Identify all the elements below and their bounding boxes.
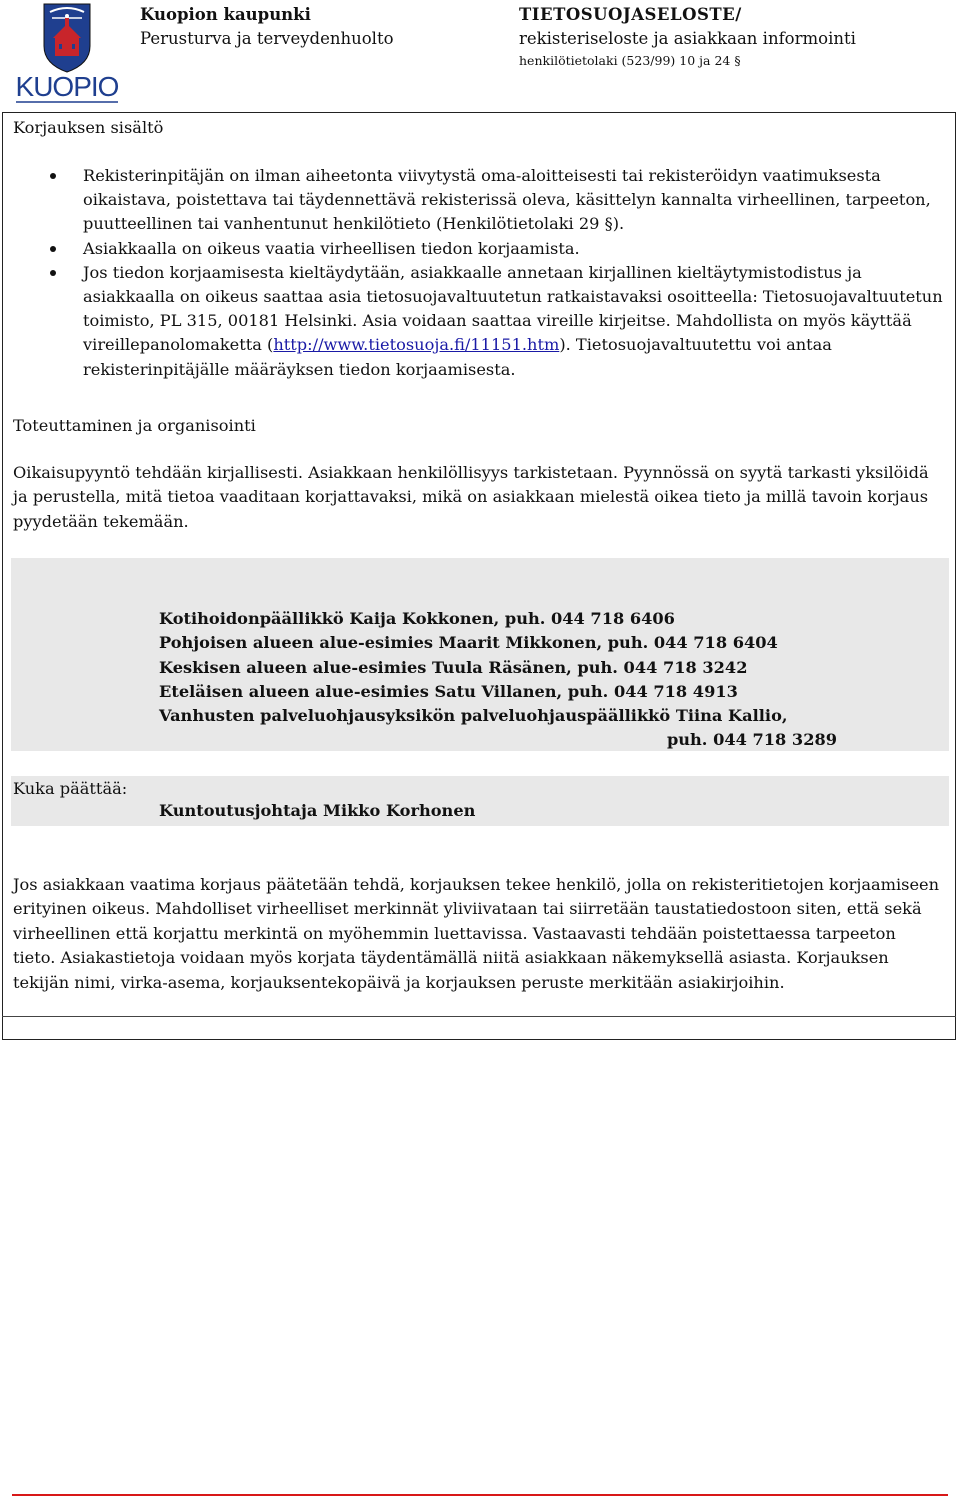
organization-block bbox=[140, 4, 394, 52]
final-paragraph: Jos asiakkaan vaatima korjaus päätetään tehdä, korjauksen tekee henkilö, jolla on rekisteritietojen korjaamiseen erityinen oikeus. Mahdolliset virheelliset merkinnät yliviivataan tai siirretään taustatiedostoon siten, että sekä virheellinen että korjattu merkintä on myöhemmin luettavissa. Vastaavasti tehdään poistettaessa tarpeeton tieto. Asiakastietoja voidaan myös korjata täydentämällä niitä asiakkaan näkemyksellä asiasta. Korjauksen tekijän nimi, virka-asema, korjauksentekopäivä ja korjauksen peruste merkitään asiakirjoihin. bbox=[13, 875, 940, 992]
doc-title: TIETOSUOJASELOSTE/ bbox=[519, 5, 742, 24]
kuopio-coat-of-arms-logo bbox=[12, 2, 122, 106]
list-item bbox=[50, 164, 945, 237]
department-name: Perusturva ja terveydenhuolto bbox=[140, 29, 394, 48]
contact-line: Kotihoidonpäällikkö Kaija Kokkonen, puh. 044 718 6406 bbox=[159, 609, 675, 628]
bullet-text-1: Rekisterinpitäjän on ilman aiheetonta viivytystä oma-aloitteisesti tai rekisteröidyn vaatimuksesta oikaistava, poistettava tai täydennettävä rekisterissä oleva, käsittelyn kannalta virheellinen, tarpeeton, puutteellinen tai vanhentunut henkilötieto (Henkilötietolaki 29 §). bbox=[83, 166, 931, 234]
frame-divider bbox=[2, 1016, 956, 1017]
correction-bullet-list bbox=[50, 164, 945, 382]
contact-line: Keskisen alueen alue-esimies Tuula Räsänen, puh. 044 718 3242 bbox=[159, 657, 748, 677]
document-title-block bbox=[519, 4, 856, 70]
org-name: Kuopion kaupunki bbox=[140, 5, 311, 24]
implementation-paragraph: Oikaisupyyntö tehdään kirjallisesti. Asiakkaan henkilöllisyys tarkistetaan. Pyynnössä on syytä tarkasti yksilöidä ja perustella, mitä tietoa vaaditaan korjattavaksi, mikä on asiakkaan mielestä oikea tieto ja millä tavoin korjaus pyydetään tekemään. bbox=[13, 463, 929, 531]
contact-line: Pohjoisen alueen alue-esimies Maarit Mikkonen, puh. 044 718 6404 bbox=[159, 633, 778, 653]
contact-list bbox=[159, 607, 839, 753]
decider-box bbox=[11, 776, 949, 826]
section-label-implementation: Toteuttaminen ja organisointi bbox=[13, 416, 256, 435]
list-item bbox=[50, 261, 945, 382]
footer-red-line bbox=[12, 1494, 948, 1496]
tietosuoja-link[interactable]: http://www.tietosuoja.fi/11151.htm bbox=[273, 335, 560, 355]
doc-subtitle: rekisteriseloste ja asiakkaan informointi bbox=[519, 29, 856, 48]
page-header bbox=[0, 0, 960, 112]
contact-line: Vanhusten palveluohjausyksikön palveluohjauspäällikkö Tiina Kallio, bbox=[159, 706, 788, 726]
logo-wordmark: KUOPIO bbox=[15, 71, 119, 102]
section-label-correction-content: Korjauksen sisältö bbox=[13, 118, 164, 137]
bullet-text-3a: Jos tiedon korjaamisesta kieltäydytään, asiakkaalle annetaan kirjallinen kieltäytymistodistus ja asiakkaalla on oikeus saattaa asia tietosuojavaltuutetun ratkaistavaksi osoitteella: Tietosuojavaltuutetun toimisto, PL 315, 00181 Helsinki. Asia voidaan saattaa vireille kirjeitse. Mahdollista on myös käyttää vireillepanolomaketta ( bbox=[83, 262, 943, 355]
decider-name: Kuntoutusjohtaja Mikko Korhonen bbox=[159, 801, 476, 820]
list-item bbox=[50, 237, 945, 261]
contact-line: Eteläisen alueen alue-esimies Satu Villanen, puh. 044 718 4913 bbox=[159, 681, 738, 701]
section-label-decider: Kuka päättää: bbox=[13, 779, 128, 798]
contact-line: puh. 044 718 3289 bbox=[666, 730, 837, 750]
bullet-text-3b: ). Tietosuojavaltuutettu voi antaa rekisterinpitäjälle määräyksen tiedon korjaamisesta. bbox=[83, 335, 832, 379]
law-reference: henkilötietolaki (523/99) 10 ja 24 § bbox=[519, 53, 741, 68]
bullet-text-2: Asiakkaalla on oikeus vaatia virheellisen tiedon korjaamista. bbox=[83, 238, 580, 258]
